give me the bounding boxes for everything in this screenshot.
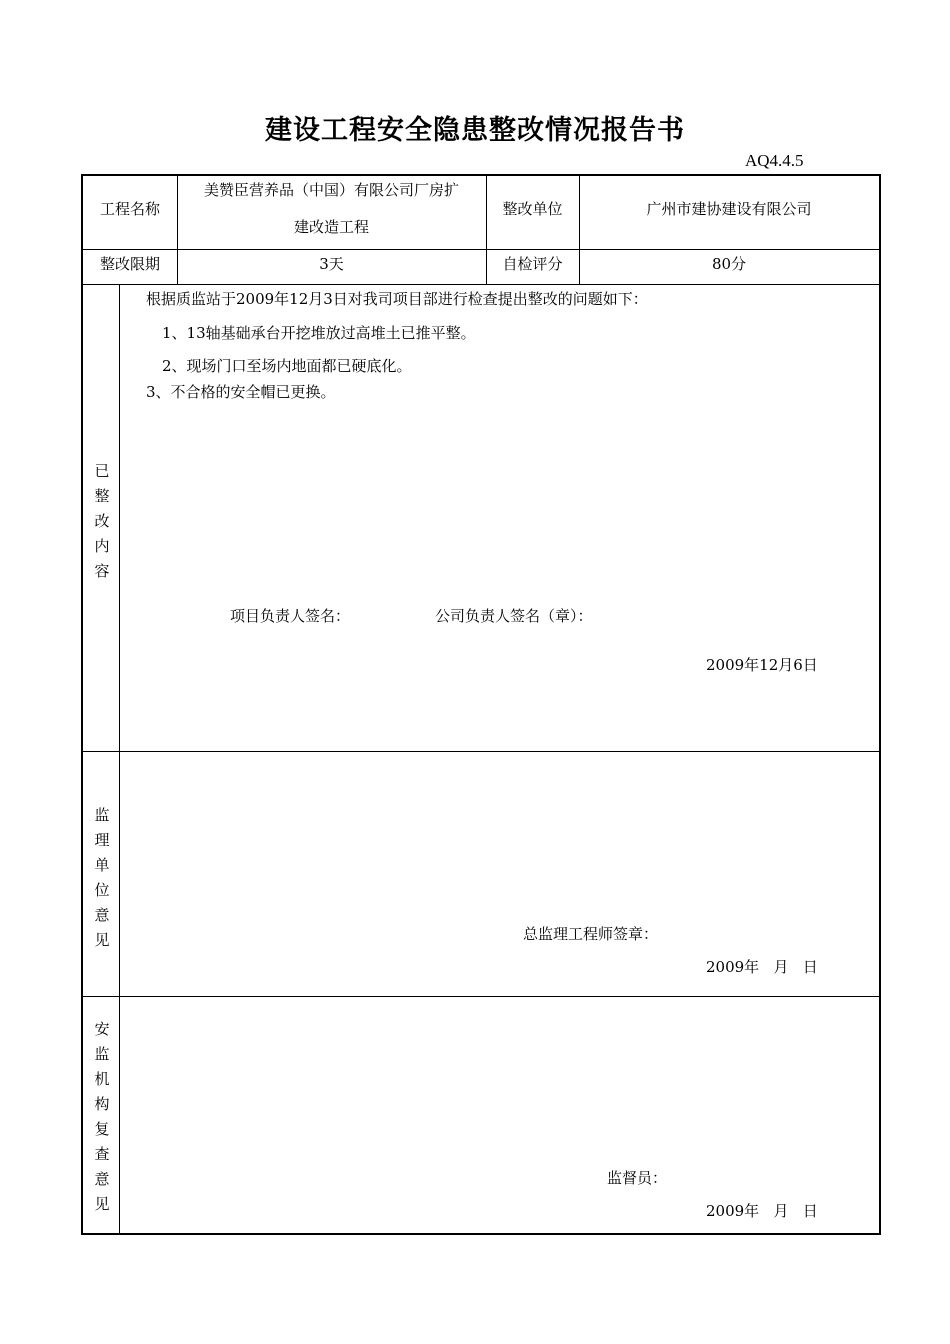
supervision-label-char: 监 (94, 806, 110, 824)
rectified-item: 3、不合格的安全帽已更换。 (146, 383, 336, 401)
project-name-line1: 美赞臣营养品（中国）有限公司厂房扩 (203, 181, 459, 199)
supervision-label-char: 意 (94, 906, 110, 924)
supervision-section-label (83, 803, 121, 953)
rectified-item: 1、13轴基础承台开挖堆放过高堆土已推平整。 (162, 324, 476, 342)
rectified-label-char: 改 (94, 512, 110, 530)
report-table (81, 174, 881, 1235)
supervision-bottom-border (83, 996, 879, 997)
rectified-intro: 根据质监站于2009年12月3日对我司项目部进行检查提出整改的问题如下： (146, 290, 648, 308)
review-label-char: 监 (94, 1045, 110, 1063)
project-leader-signature: 项目负责人签名： (230, 607, 351, 625)
label-self-score: 自检评分 (502, 255, 563, 273)
document-title: 建设工程安全隐患整改情况报告书 (265, 115, 685, 146)
supervision-label-char: 理 (94, 831, 110, 849)
rectify-unit-value: 广州市建协建设有限公司 (646, 200, 812, 218)
rectified-label-char: 已 (94, 462, 110, 480)
supervision-label-char: 位 (94, 881, 110, 899)
rectified-label-char: 容 (94, 562, 110, 580)
rectified-date: 2009年12月6日 (706, 656, 818, 674)
supervision-label-char: 单 (94, 856, 110, 874)
review-section-label (83, 1017, 121, 1217)
review-label-char: 构 (94, 1095, 110, 1113)
label-deadline: 整改限期 (99, 255, 160, 273)
review-label-char: 查 (94, 1145, 110, 1163)
label-rectify-unit: 整改单位 (502, 200, 563, 218)
review-label-char: 复 (94, 1120, 110, 1138)
row1-bottom-border (83, 249, 879, 250)
label-project-name: 工程名称 (99, 200, 160, 218)
chief-engineer-signature: 总监理工程师签章： (523, 925, 659, 943)
row2-bottom-border (83, 284, 879, 285)
review-date: 2009年 月 日 (706, 1202, 818, 1220)
rectified-item: 2、现场门口至场内地面都已硬底化。 (162, 357, 412, 375)
review-label-char: 机 (94, 1070, 110, 1088)
rectified-section-label (83, 459, 121, 584)
review-label-char: 见 (94, 1195, 110, 1213)
supervision-date: 2009年 月 日 (706, 958, 818, 976)
rectified-label-char: 整 (94, 487, 110, 505)
review-label-char: 意 (94, 1170, 110, 1188)
document-code: AQ4.4.5 (745, 151, 804, 170)
project-name-line2: 建改造工程 (293, 218, 369, 236)
deadline-value: 3天 (319, 255, 344, 273)
self-score-value: 80分 (711, 255, 747, 273)
supervision-label-char: 见 (94, 931, 110, 949)
rectified-bottom-border (83, 751, 879, 752)
rectified-label-char: 内 (94, 537, 110, 555)
review-label-char: 安 (94, 1020, 110, 1038)
inspector-signature: 监督员： (607, 1169, 668, 1187)
company-leader-signature: 公司负责人签名（章）： (435, 607, 593, 625)
